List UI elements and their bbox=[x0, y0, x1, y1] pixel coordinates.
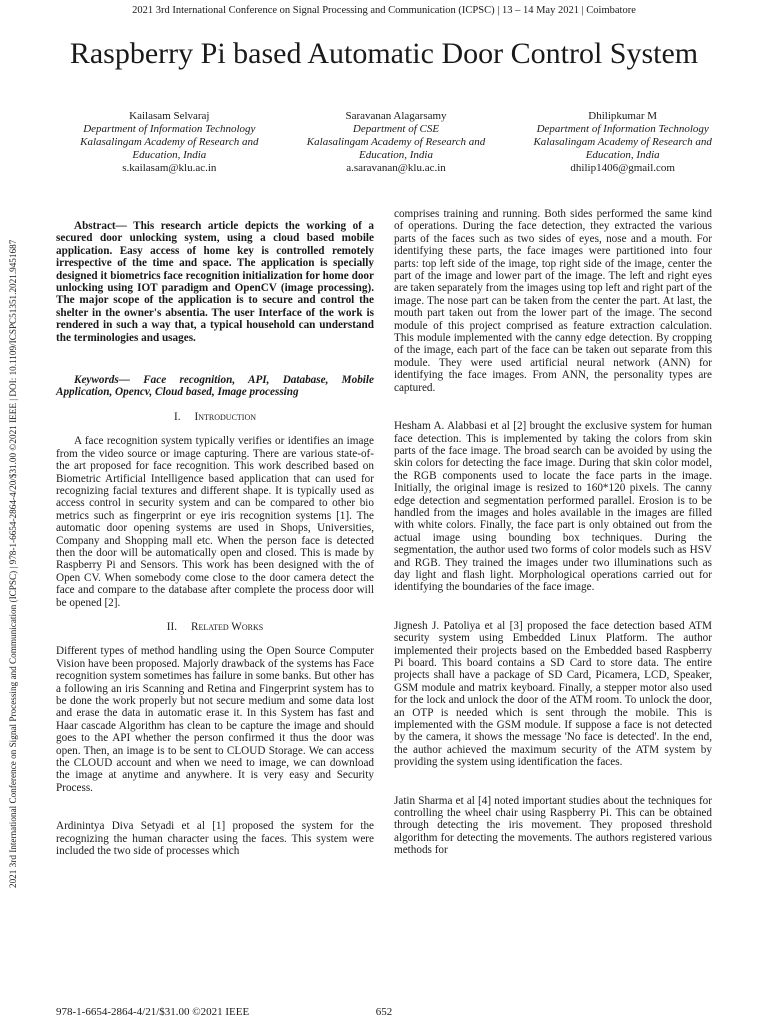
related-works-paragraph-2: Ardinintya Diva Setyadi et al [1] proposed the system for the recognizing the human character using the faces. This system were included the two side of processes which bbox=[56, 820, 374, 858]
author-department: Department of Information Technology bbox=[536, 123, 709, 135]
section-number: II. bbox=[166, 620, 178, 633]
right-paragraph-3: Jignesh J. Patoliya et al [3] proposed the face detection based ATM security system using Embedded Linux Platform. The author implemented their projects based on the Embedded based Raspberry Pi board. This board contains a SD Card to store data. The entire projects shall have a package of SD Card, Picamera, LCD, Speaker, GSM module and matrix keyboard. Finally, a stepper motor also used for the lock and unlock the door of the ATM room. To unlock the door, an OTP is needed which is sent through the mobile. This is implemented with the GSM module. If suppose a face is not detected by the camera, it shows the message 'No face is detected'. In the end, the author achieved the maximum security of the ATM system by providing the system using identification the faces. bbox=[394, 619, 712, 769]
author-name: Dhilipkumar M bbox=[588, 110, 658, 122]
section-title: Introduction bbox=[194, 410, 257, 423]
left-column bbox=[56, 208, 374, 857]
author-institution: Kalasalingam Academy of Research and Education, India bbox=[80, 136, 259, 161]
right-paragraph-1: comprises training and running. Both sides performed the same kind of operations. During the face detection, they extracted the various parts of the faces such as two sides of eyes, nose and a mouth. For identifying these parts, the face images were partitioned into four parts: top left side of the image, top right side of the image, center the part of the image and lower part of the image. The left and right eyes are taken separately from the images using top left and right part of the image. The nose part can be taken from the center the part. At last, the mouth part taken out from the lower part of the image. The second module of this project comprised as feature extraction calculation. This module implemented with the canny edge detection. By cropping of the image, each part of the face can be taken out separate from this module. They were used artificial neural network (ANN) for identifying the face images. From ANN, the personality types are captured. bbox=[394, 208, 712, 394]
author-email: dhilip1406@gmail.com bbox=[570, 162, 675, 174]
keywords: Keywords— Face recognition, API, Database, Mobile Application, Opencv, Cloud based, Image processing bbox=[56, 374, 374, 399]
author-department: Department of Information Technology bbox=[83, 123, 256, 135]
abstract: Abstract— This research article depicts the working of a secured door unlocking system, using a cloud based mobile application. Easy access of home key is controlled remotely irrespective of the time and space. The application is specially designed it biometrics face recognition initialization for home door unlocking using IOT paradigm and OpenCV (image processing). The major scope of the application is to secure and control the shelter in the owner's absentia. The user Interface of the work is rendered in such a way that, a typical household can understand the terminologies and usages. bbox=[56, 220, 374, 344]
author-email: a.saravanan@klu.ac.in bbox=[346, 162, 446, 174]
doi-side-note: 2021 3rd International Conference on Signal Processing and Communication (ICPSC) | 978-1-6654-2864-4/20/$31.00 ©2021 IEEE | DOI: 10.1109/ICSPC51351.2021.9451687 bbox=[8, 239, 18, 888]
paper-title: Raspberry Pi based Automatic Door Control System bbox=[69, 37, 699, 70]
right-column bbox=[394, 208, 712, 857]
introduction-paragraph: A face recognition system typically verifies or identifies an image from the video source or image capturing. There are various state-of-the art proposed for face recognition. This work described based on Biometric Artificial Intelligence based application that can used for recognizing facial textures and different shape. It is typically used as access control in security system and can be compared to other bio metrics such as fingerprint or eye iris recognition systems [1]. The automatic door opening systems are used in Shops, Universities, Company and Shopping mall etc. When the person face is detected then the door will be automatically open and closed. This is made by Raspberry Pi and Sensors. This work has been designed with the of Open CV. When somebody come close to the door camera detect the face and compare to the database after complete the process door will be opened [2]. bbox=[56, 435, 374, 609]
author-block bbox=[56, 110, 736, 175]
right-paragraph-4: Jatin Sharma et al [4] noted important studies about the techniques for controlling the wheel chair using Raspberry Pi. This can be obtained through detecting the iris movement. They proposed threshold algorithm for detecting the movements. The authors registered various methods for bbox=[394, 794, 712, 857]
section-title: Related Works bbox=[191, 620, 264, 633]
author-name: Kailasam Selvaraj bbox=[129, 110, 210, 122]
author-email: s.kailasam@klu.ac.in bbox=[122, 162, 217, 174]
author-department: Department of CSE bbox=[352, 123, 440, 135]
section-heading-introduction bbox=[56, 411, 374, 423]
section-heading-related-works bbox=[56, 621, 374, 633]
page-number: 652 bbox=[375, 1006, 393, 1018]
author-1 bbox=[56, 110, 283, 175]
right-paragraph-2: Hesham A. Alabbasi et al [2] brought the exclusive system for human face detection. This is implemented by taking the colors from skin parts of the face image. The broad search can be avoided by using the skin colors for detecting the face image. During that skin color model, the RGB components used to locate the face parts in the image. Initially, the original image is resized to 160*120 pixels. The canny edge detection and segmentation performed parallel. Erosion is to be handled from the images and holes available in the images are filled with white colors. Finally, the face part is only obtained out from the actual image using bounding box techniques. During the segmentation, the author used two forms of color models such as HSV and RGB. They trained the images under two illuminations such as day light and flash light. Morphological operations carried out for identifying the boundaries of the face image. bbox=[394, 420, 712, 594]
author-name: Saravanan Alagarsamy bbox=[345, 110, 447, 122]
conference-header: 2021 3rd International Conference on Signal Processing and Communication (ICPSC) | 13 – 14 May 2021 | Coimbatore bbox=[132, 5, 636, 16]
author-2 bbox=[283, 110, 510, 175]
related-works-paragraph-1: Different types of method handling using the Open Source Computer Vision have been proposed. Majorly drawback of the systems has Face recognition system sometimes has failure in some banks. But other has a following an iris Scanning and Retina and Fingerprint system has to be done the work properly but not secure medium and some data lost and erase the data in automatic erase it. In this System has fast and Haar cascade Algorithm has clean to be capture the image and should goes to the API whether the person confirmed it thus the door was open. Then, an image is to be sent to CLOUD Storage. We can access the CLOUD account and when we need to image, we can download the image at anytime and anywhere. It is very easy and Security Process. bbox=[56, 645, 374, 794]
footer-isbn: 978-1-6654-2864-4/21/$31.00 ©2021 IEEE bbox=[56, 1006, 250, 1018]
section-number: I. bbox=[173, 410, 181, 423]
author-institution: Kalasalingam Academy of Research and Education, India bbox=[533, 136, 712, 161]
author-3 bbox=[509, 110, 736, 175]
author-institution: Kalasalingam Academy of Research and Education, India bbox=[306, 136, 486, 161]
